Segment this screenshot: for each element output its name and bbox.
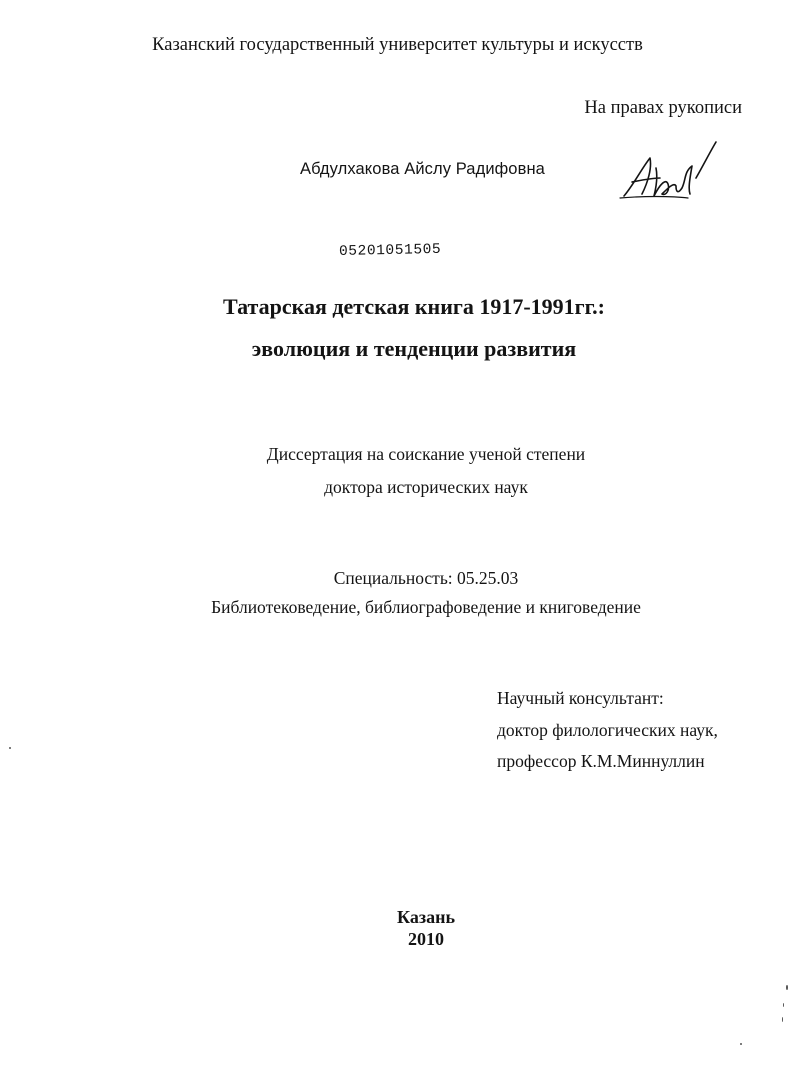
manuscript-rights-note: На правах рукописи — [584, 98, 742, 118]
scan-speck — [783, 1003, 784, 1007]
handwritten-signature — [612, 138, 722, 210]
university-name: Казанский государственный университет культуры и искусств — [152, 35, 643, 55]
consultant-degree: доктор филологических наук, — [497, 720, 718, 740]
year: 2010 — [408, 929, 444, 949]
consultant-label: Научный консультант: — [497, 688, 664, 708]
specialty-code: Специальность: 05.25.03 — [333, 568, 519, 588]
dissertation-title-line-1: Татарская детская книга 1917-1991гг.: — [222, 294, 606, 319]
scan-speck — [9, 747, 11, 749]
registry-code: 05201051505 — [338, 241, 442, 260]
degree-statement-line-1: Диссертация на соискание ученой степени — [266, 444, 586, 464]
consultant-name: профессор К.М.Миннуллин — [497, 751, 705, 771]
specialty-name: Библиотековедение, библиографоведение и книговедение — [211, 597, 641, 617]
scan-speck — [740, 1043, 742, 1045]
scan-speck — [786, 985, 788, 990]
dissertation-title-line-2: эволюция и тенденции развития — [251, 336, 577, 361]
author-name: Абдулхакова Айслу Радифовна — [300, 160, 545, 178]
degree-statement-line-2: доктора исторических наук — [324, 477, 528, 497]
city: Казань — [397, 907, 455, 927]
scan-speck — [782, 1017, 783, 1022]
